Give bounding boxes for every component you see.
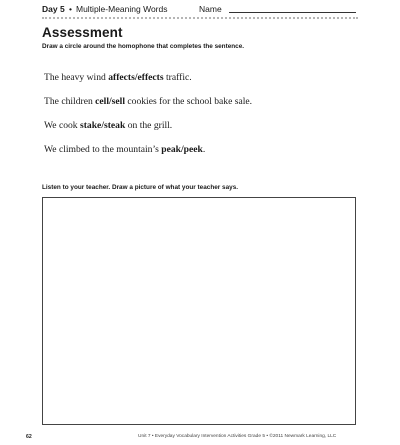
- dotted-divider: [42, 17, 358, 19]
- drawing-instructions: Listen to your teacher. Draw a picture of what your teacher says.: [42, 184, 239, 191]
- sentence-text: cookies for the school bake sale.: [125, 96, 253, 107]
- name-write-line[interactable]: [229, 12, 356, 13]
- sentence-text: traffic.: [163, 72, 192, 83]
- day-label: Day 5: [42, 4, 65, 14]
- topic-label: Multiple-Meaning Words: [76, 4, 168, 14]
- page-number: 62: [26, 434, 32, 440]
- page-title: Assessment: [42, 25, 123, 40]
- sentence-2: [44, 96, 252, 107]
- homophone-instructions: Draw a circle around the homophone that completes the sentence.: [42, 43, 245, 50]
- sentence-text: We climbed to the mountain’s: [44, 144, 162, 155]
- name-label: Name: [199, 4, 222, 14]
- sentence-text: .: [202, 144, 206, 155]
- sentence-4: [44, 144, 205, 155]
- footer-credit: Unit 7 • Everyday Vocabulary Intervention Activities Grade 5 • ©2011 Newmark Learning, LLC: [138, 434, 337, 439]
- homophone-choice[interactable]: peak/peek: [161, 144, 203, 155]
- page-header: [42, 3, 358, 15]
- homophone-choice[interactable]: stake/steak: [80, 120, 126, 131]
- sentence-1: [44, 72, 192, 83]
- homophone-choice[interactable]: cell/sell: [95, 96, 125, 107]
- sentence-text: We cook: [44, 120, 80, 131]
- homophone-choice[interactable]: affects/effects: [108, 72, 164, 83]
- sentence-text: The heavy wind: [44, 72, 109, 83]
- sentence-text: on the grill.: [125, 120, 173, 131]
- drawing-area[interactable]: [42, 197, 356, 425]
- sentence-text: The children: [44, 96, 96, 107]
- header-bullet: •: [69, 4, 72, 14]
- sentence-3: [44, 120, 172, 131]
